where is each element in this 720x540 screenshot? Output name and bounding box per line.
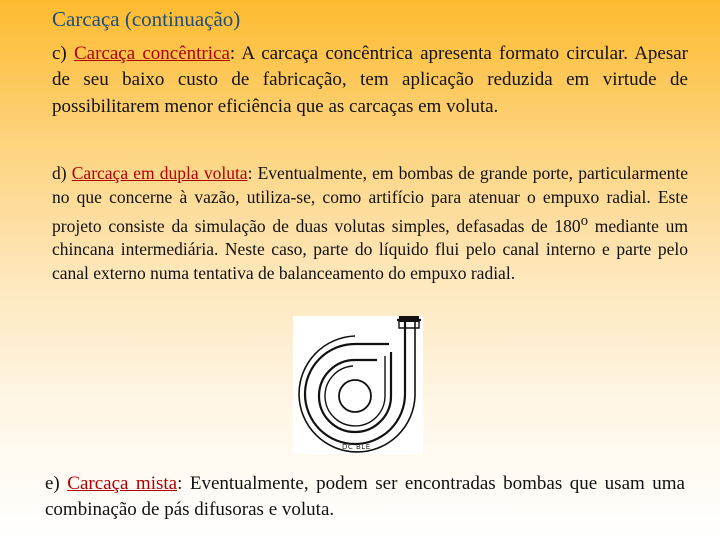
section-d-text: Eventualmente, em bombas de grande porte, particularmente no que concerne à vazão, utiliza-se, como artifício para atenuar o empuxo radial. Este projeto consiste da simulação de duas volutas simples, defasadas de 180 <box>52 163 689 236</box>
double-volute-drawing <box>293 316 423 454</box>
section-e-letter: e) <box>45 473 60 494</box>
section-e-label: Carcaça mista <box>67 473 178 494</box>
section-c-paragraph <box>52 41 688 120</box>
section-d-letter: d) <box>52 163 67 183</box>
section-d-colon: : <box>247 163 253 183</box>
section-d-paragraph <box>52 162 688 286</box>
section-d-text-cont: mediante um chincana intermediária. Neste caso, parte do líquido flui pelo canal interno e parte pelo canal externo numa tentativa de balanceamento do empuxo radial. <box>52 215 688 284</box>
section-e-colon: : <box>177 473 183 494</box>
degree-superscript: o <box>580 212 588 229</box>
section-d-label: Carcaça em dupla voluta <box>71 163 248 183</box>
section-c-letter: c) <box>52 43 67 64</box>
section-c-label: Carcaça concêntrica <box>73 43 230 64</box>
slide-title: Carcaça (continuação) <box>52 7 241 31</box>
section-e-text: Eventualmente, podem ser encontradas bombas que usam uma combinação de pás difusoras e voluta. <box>45 473 685 520</box>
section-c-text: A carcaça concêntrica apresenta formato circular. Apesar de seu baixo custo de fabricação, tem aplicação reduzida em virtude de possibilitarem menor eficiência que as carcaças em voluta. <box>52 43 689 117</box>
figure-caption: DC BLE <box>342 443 371 451</box>
section-e-paragraph <box>45 471 685 523</box>
double-volute-figure <box>293 316 423 454</box>
section-c-colon: : <box>229 43 236 64</box>
